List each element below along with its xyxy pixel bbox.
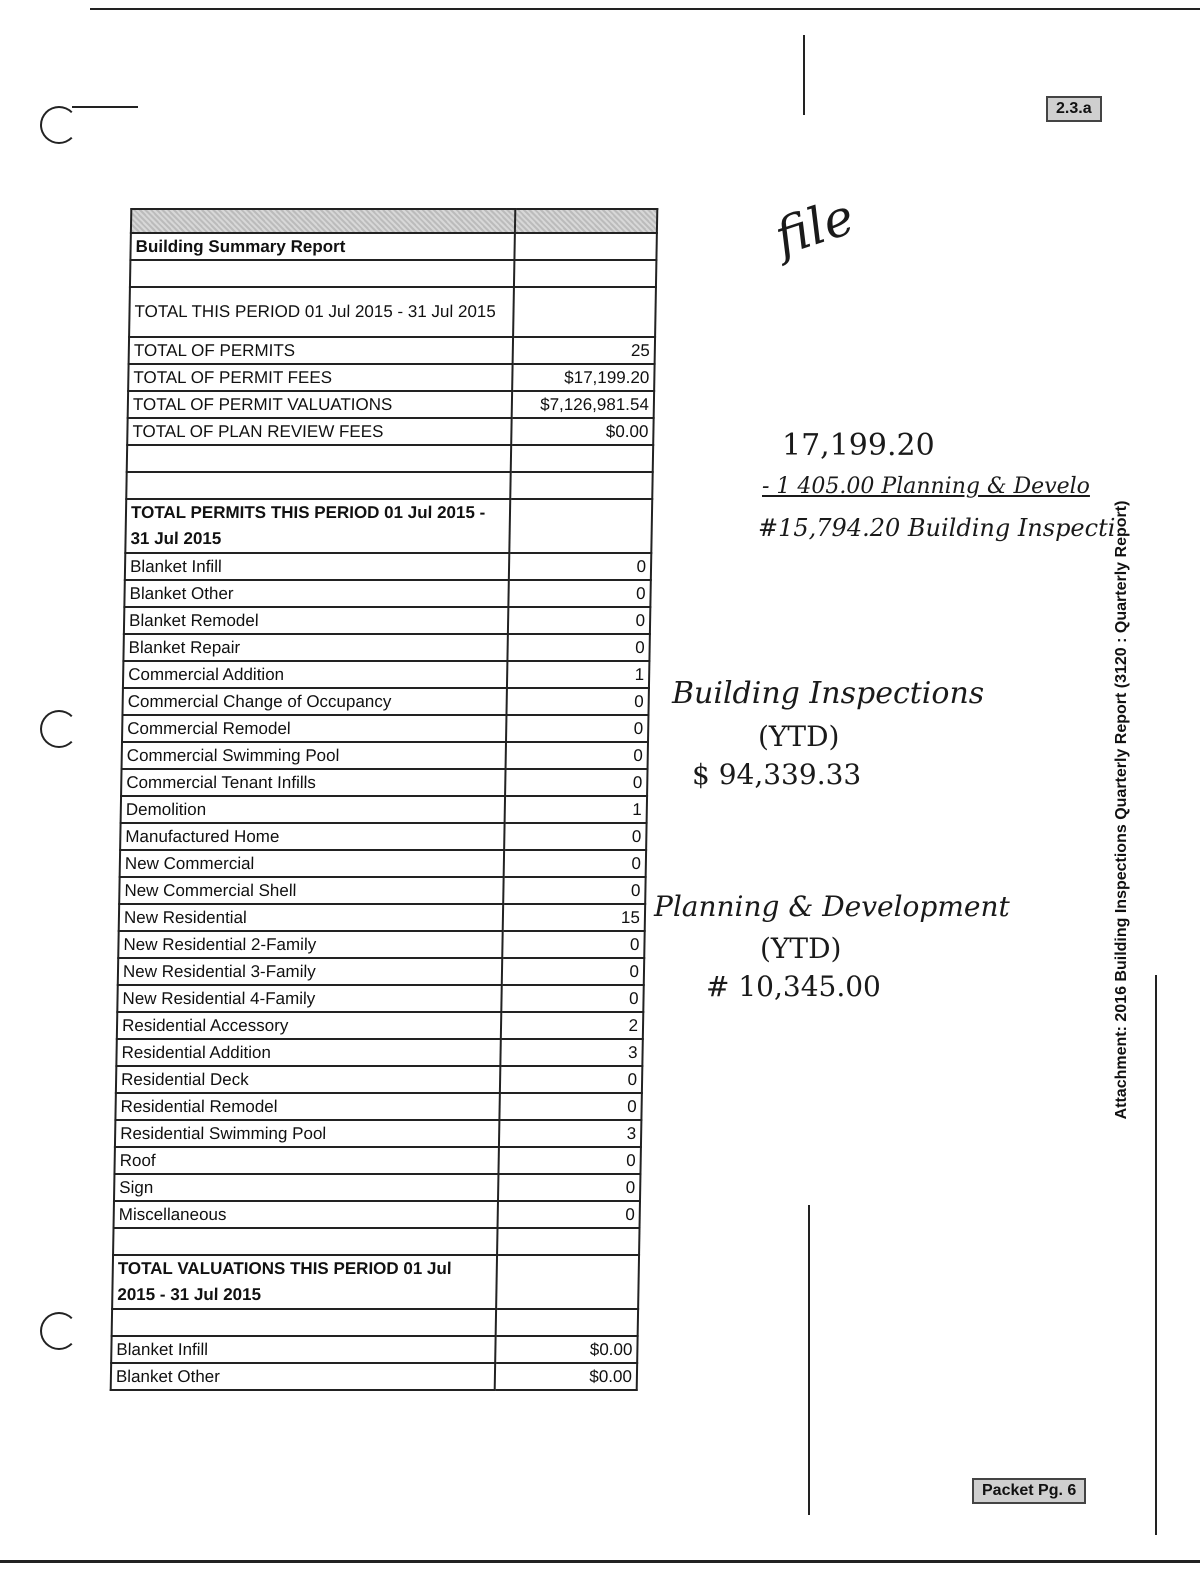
permit-row-label: Blanket Remodel [124, 607, 508, 634]
handwritten-pd-amount: # 10,345.00 [706, 970, 881, 1003]
permit-row-value: 0 [503, 877, 645, 904]
permit-row-value: 0 [498, 1174, 640, 1201]
blank-row-label [127, 445, 511, 472]
footer-page-tag: Packet Pg. 6 [972, 1478, 1086, 1504]
permit-row [120, 823, 646, 850]
permit-row-value: 0 [498, 1201, 640, 1228]
page-tag: 2.3.a [1046, 96, 1102, 122]
handwritten-pd-title: Planning & Development [654, 890, 1010, 923]
permit-row [125, 553, 651, 580]
punch-hole-middle [40, 710, 78, 748]
permit-row-value: 0 [502, 931, 644, 958]
permit-row-value: 0 [508, 580, 650, 607]
permit-row-value: 0 [508, 607, 650, 634]
totals-row-label: TOTAL OF PERMIT VALUATIONS [128, 391, 512, 418]
permit-row-value: 3 [500, 1039, 642, 1066]
permit-row-value: 0 [504, 850, 646, 877]
handwritten-calc-line1: 17,199.20 [782, 428, 935, 463]
permit-row-value: 0 [504, 823, 646, 850]
blank-row [113, 1228, 639, 1255]
top-border-line [90, 8, 1200, 10]
valuation-row-value: $0.00 [495, 1336, 637, 1363]
totals-row-label: TOTAL OF PERMITS [129, 337, 513, 364]
permit-row-label: Residential Addition [116, 1039, 500, 1066]
side-attachment-label: Attachment: 2016 Building Inspections Quarterly Report (3120 : Quarterly Report) [1113, 500, 1130, 1120]
permit-row-label: Commercial Tenant Infills [121, 769, 505, 796]
permits-header-row-value [509, 499, 652, 553]
handwritten-bi-amount: $ 94,339.33 [692, 758, 862, 791]
permit-row [117, 1012, 643, 1039]
permit-row-label: New Commercial Shell [119, 877, 503, 904]
permit-row-label: Commercial Addition [123, 661, 507, 688]
permit-row-value: 0 [506, 688, 648, 715]
permit-row [122, 688, 648, 715]
permit-row-label: Blanket Repair [123, 634, 507, 661]
totals-row [128, 391, 654, 418]
totals-row [128, 364, 654, 391]
permit-row-value: 0 [509, 553, 651, 580]
totals-row-value: $7,126,981.54 [512, 391, 654, 418]
period-header: TOTAL THIS PERIOD 01 Jul 2015 - 31 Jul 2015 [129, 287, 514, 337]
totals-row-value: 25 [513, 337, 655, 364]
totals-row [129, 337, 655, 364]
permit-row [116, 1039, 642, 1066]
permit-row-label: Residential Deck [116, 1066, 500, 1093]
permit-row-value: 1 [507, 661, 649, 688]
valuation-row [111, 1336, 637, 1363]
totals-row-value: $0.00 [511, 418, 653, 445]
permit-row [118, 958, 644, 985]
blank-row [112, 1309, 638, 1336]
period-header-row [129, 287, 656, 337]
permit-row [119, 877, 645, 904]
shaded-header-row [131, 209, 657, 233]
handwritten-calc-line2: - 1 405.00 Planning & Develo [762, 474, 1090, 499]
permit-row-label: New Residential 2-Family [118, 931, 502, 958]
permit-row [122, 715, 648, 742]
permit-row-value: 0 [498, 1147, 640, 1174]
permit-row [122, 742, 648, 769]
permit-row-label: New Commercial [120, 850, 504, 877]
permit-row-value: 0 [499, 1093, 641, 1120]
handwritten-file: file [767, 187, 861, 267]
permit-row [116, 1066, 642, 1093]
permit-row-label: Residential Swimming Pool [115, 1120, 499, 1147]
permit-row-label: Residential Remodel [115, 1093, 499, 1120]
permit-row-label: Residential Accessory [117, 1012, 501, 1039]
permit-row [115, 1093, 641, 1120]
blank-row [127, 445, 653, 472]
permit-row-value: 0 [506, 715, 648, 742]
permit-row [118, 931, 644, 958]
permit-row-label: Commercial Change of Occupancy [122, 688, 506, 715]
permit-row-value: 0 [506, 742, 648, 769]
permit-row-label: Manufactured Home [120, 823, 504, 850]
valuations-header-row-value [496, 1255, 639, 1309]
permit-row-value: 3 [499, 1120, 641, 1147]
handwritten-bi-title: Building Inspections [672, 676, 985, 711]
permit-row-value: 0 [505, 769, 647, 796]
permit-row-label: New Residential 4-Family [117, 985, 501, 1012]
valuation-row [111, 1363, 637, 1390]
valuation-row-value: $0.00 [495, 1363, 637, 1390]
permit-row-label: Commercial Swimming Pool [122, 742, 506, 769]
handwritten-bi-ytd: (YTD) [758, 720, 840, 753]
permit-row [121, 769, 647, 796]
center-fold-line [808, 1205, 810, 1515]
blank-row-label [112, 1309, 496, 1336]
blank-row-label [126, 472, 510, 499]
permit-row-label: New Residential 3-Family [118, 958, 502, 985]
permit-row [121, 796, 647, 823]
building-summary-table [110, 208, 659, 1391]
bottom-border-line [0, 1560, 1200, 1563]
blank-row-value [511, 445, 653, 472]
permit-row-label: Commercial Remodel [122, 715, 506, 742]
permit-row-value: 0 [501, 985, 643, 1012]
totals-row [127, 418, 653, 445]
permit-row-value: 15 [503, 904, 645, 931]
permit-row [120, 850, 646, 877]
permit-row [124, 580, 650, 607]
totals-row-label: TOTAL OF PERMIT FEES [128, 364, 512, 391]
permit-row [114, 1174, 640, 1201]
handwritten-calc-line3: #15,794.20 Building Inspecti [758, 514, 1116, 542]
totals-row-label: TOTAL OF PLAN REVIEW FEES [127, 418, 511, 445]
permit-row [115, 1120, 641, 1147]
permit-row [123, 661, 649, 688]
permit-row-label: Sign [114, 1174, 498, 1201]
permit-row-label: Blanket Other [124, 580, 508, 607]
permit-row [124, 607, 650, 634]
valuation-row-label: Blanket Infill [111, 1336, 495, 1363]
blank-row-label [113, 1228, 497, 1255]
punch-hole-bottom [40, 1312, 78, 1350]
punch-hole-top-tick [72, 106, 138, 108]
top-center-mark [803, 35, 805, 115]
totals-row-value: $17,199.20 [512, 364, 654, 391]
valuations-header-row-label: TOTAL VALUATIONS THIS PERIOD 01 Jul 2015 - 31 Jul 2015 [112, 1255, 497, 1309]
permit-row [114, 1147, 640, 1174]
right-margin-line [1155, 975, 1157, 1535]
permit-row-value: 1 [505, 796, 647, 823]
permit-row [123, 634, 649, 661]
permits-header-row [125, 499, 652, 553]
permit-row-value: 2 [501, 1012, 643, 1039]
permit-row [114, 1201, 640, 1228]
permit-row [119, 904, 645, 931]
valuations-header-row [112, 1255, 639, 1309]
permit-row-value: 0 [507, 634, 649, 661]
permits-header-row-label: TOTAL PERMITS THIS PERIOD 01 Jul 2015 - 31 Jul 2015 [125, 499, 510, 553]
handwritten-pd-ytd: (YTD) [760, 932, 842, 965]
punch-hole-top [40, 106, 78, 144]
permit-row-label: Miscellaneous [114, 1201, 498, 1228]
report-title-row [130, 233, 656, 260]
blank-row-value [510, 472, 652, 499]
permit-row-label: Blanket Infill [125, 553, 509, 580]
permit-row [117, 985, 643, 1012]
permit-row-value: 0 [500, 1066, 642, 1093]
permit-row-value: 0 [502, 958, 644, 985]
report-title: Building Summary Report [130, 233, 514, 260]
blank-row [126, 472, 652, 499]
permit-row-label: Roof [114, 1147, 498, 1174]
permit-row-label: New Residential [119, 904, 503, 931]
permit-row-label: Demolition [121, 796, 505, 823]
blank-row [130, 260, 656, 287]
valuation-row-label: Blanket Other [111, 1363, 495, 1390]
blank-row-value [496, 1309, 638, 1336]
blank-row-value [497, 1228, 639, 1255]
